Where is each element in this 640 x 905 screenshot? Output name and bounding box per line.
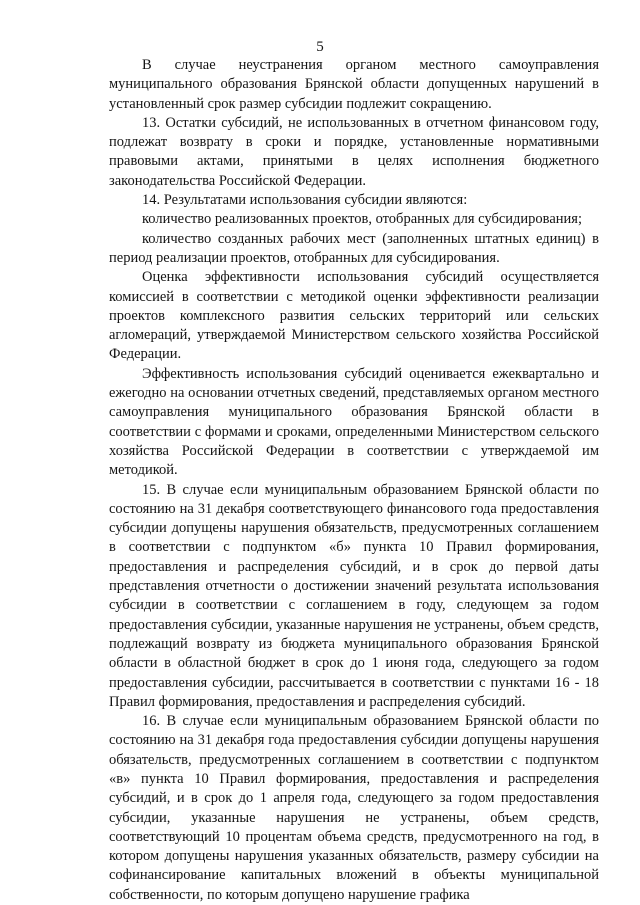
paragraph-13-unused-balances: 13. Остатки субсидий, не использованных в отчетном финансовом году, подлежат возврату в сроки и порядке, установленные нормативными правовыми актами, принятыми в целях исполнения бюджетного законодательства Российской Федерации.	[109, 114, 599, 189]
paragraph-14-results-heading: 14. Результатами использования субсидии являются:	[142, 192, 468, 209]
page-number: 5	[316, 39, 324, 55]
paragraph-results-projects: количество реализованных проектов, отобранных для субсидирования;	[142, 211, 582, 228]
paragraph-subsidy-reduction: В случае неустранения органом местного самоуправления муниципального образования Брянской области допущенных нарушений в установленный срок размер субсидии подлежит сокращению.	[109, 57, 599, 112]
document-body	[109, 56, 599, 905]
paragraph-results-jobs: количество созданных рабочих мест (заполненных штатных единиц) в период реализации проектов, отобранных для субсидирования.	[109, 230, 599, 266]
paragraph-16-violations-deadline: 16. В случае если муниципальным образованием Брянской области по состоянию на 31 декабря года предоставления субсидии допущены нарушения обязательств, предусмотренных соглашением в соответствии с подпунктом «в» пункта 10 Правил формирования, предоставления и распределения субсидий, и в срок до 1 апреля года, следующего за годом предоставления субсидии, указанные нарушения не устранены, объем средств, соответствующий 10 процентам объема средств, предусмотренного на год, в котором допущены нарушения указанных обязательств, размеру субсидии на софинансирование капитальных вложений в объекты муниципальной собственности, по которым допущено нарушение графика	[109, 713, 599, 903]
paragraph-15-violations-return: 15. В случае если муниципальным образованием Брянской области по состоянию на 31 декабря соответствующего финансового года предоставления субсидии допущены нарушения обязательств, предусмотренных соглашением в соответствии с подпунктом «б» пункта 10 Правил формирования, предоставления и распределения субсидий, и в срок до первой даты представления отчетности о достижении значений результата использования субсидии в соответствии с соглашением в году, следующем за годом предоставления субсидии, указанные нарушения не устранены, объем средств, подлежащий возврату из бюджета муниципального образования Брянской области в областной бюджет в срок до 1 июня года, следующего за годом предоставления субсидии, рассчитывается в соответствии с пунктами 16 - 18 Правил формирования, предоставления и распределения субсидий.	[109, 481, 599, 710]
paragraph-efficiency-frequency: Эффективность использования субсидий оценивается ежеквартально и ежегодно на основании отчетных сведений, представляемых органом местного самоуправления муниципального образования Брянской области в соответствии с формами и сроками, определенными Министерством сельского хозяйства Российской Федерации в соответствии с утверждаемой им методикой.	[109, 365, 599, 479]
paragraph-efficiency-evaluation: Оценка эффективности использования субсидий осуществляется комиссией в соответствии с методикой оценки эффективности реализации проектов комплексного развития сельских территорий или сельских агломераций, утверждаемой Министерством сельского хозяйства Российской Федерации.	[109, 269, 599, 363]
